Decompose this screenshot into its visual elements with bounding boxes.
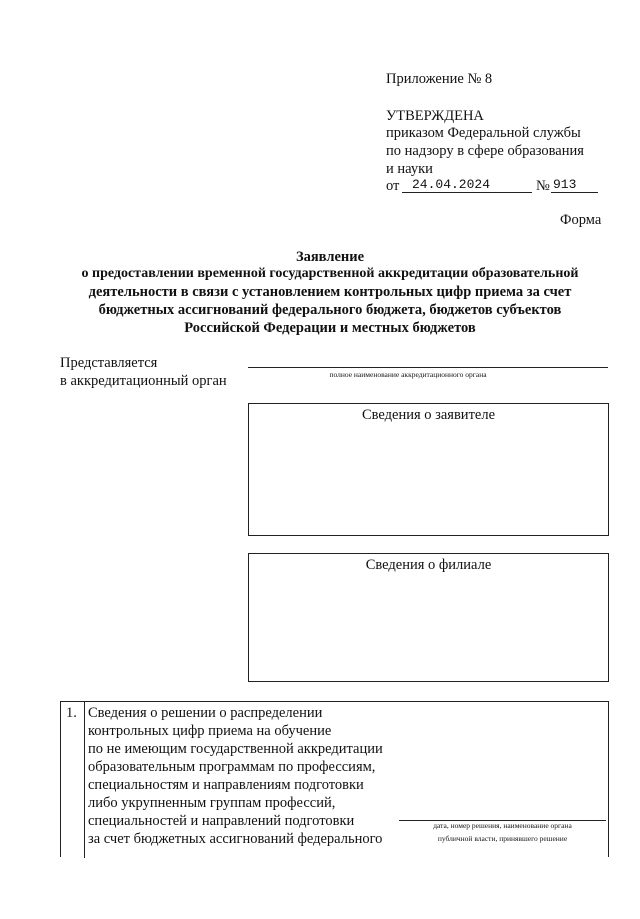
section-1-label: [88, 704, 383, 848]
section-1-table: [60, 701, 609, 857]
order-number-label: №: [536, 178, 550, 194]
section-1-line-7: специальностей и направлений подготовки: [88, 813, 355, 829]
accreditation-body-caption: полное наименование аккредитационного органа: [329, 370, 487, 379]
order-line-2: по надзору в сфере образования: [386, 143, 584, 159]
section-1-line-2: контрольных цифр приема на обучение: [88, 723, 332, 739]
section-1-number: 1.: [66, 705, 77, 721]
order-from-label: от: [386, 178, 400, 194]
form-label: Форма: [560, 212, 602, 228]
applicant-box[interactable]: [248, 403, 609, 536]
order-line-1: приказом Федеральной службы: [386, 125, 581, 141]
title-line-1: о предоставлении временной государственной аккредитации образовательной: [81, 266, 579, 281]
title-line-2: деятельности в связи с установлением контрольных цифр приема за счет: [88, 284, 572, 300]
decision-caption-line-2: публичной власти, принявшего решение: [437, 834, 568, 843]
submitted-line-2: в аккредитационный орган: [60, 373, 227, 389]
section-1-line-5: специальностям и направлениям подготовки: [88, 777, 364, 793]
order-date: 24.04.2024: [412, 177, 491, 192]
submitted-line-1: Представляется: [60, 355, 158, 371]
section-1-line-6: либо укрупненным группам профессий,: [88, 795, 336, 811]
applicant-box-title: Сведения о заявителе: [361, 407, 496, 423]
approved-label: УТВЕРЖДЕНА: [386, 108, 484, 124]
appendix-label: Приложение № 8: [386, 71, 493, 87]
decision-caption-line-1: дата, номер решения, наименование органа: [433, 821, 572, 830]
branch-box[interactable]: [248, 553, 609, 682]
title-line-3: бюджетных ассигнований федерального бюджета, бюджетов субъектов: [98, 302, 562, 318]
order-line-3: и науки: [386, 161, 433, 177]
section-1-line-4: образовательным программам по профессиям,: [88, 759, 376, 775]
title-heading: Заявление: [295, 249, 365, 265]
order-date-field: [402, 177, 532, 193]
order-number: 913: [553, 177, 577, 192]
section-1-line-1: Сведения о решении о распределении: [88, 705, 323, 721]
section-1-line-8: за счет бюджетных ассигнований федерального: [88, 831, 383, 847]
title-line-4: Российской Федерации и местных бюджетов: [184, 320, 476, 336]
section-1-line-3: по не имеющим государственной аккредитации: [88, 741, 383, 757]
order-number-field: [551, 177, 598, 193]
section-1-column-divider: [84, 702, 85, 858]
accreditation-body-field[interactable]: [248, 367, 608, 368]
branch-box-title: Сведения о филиале: [365, 557, 492, 573]
